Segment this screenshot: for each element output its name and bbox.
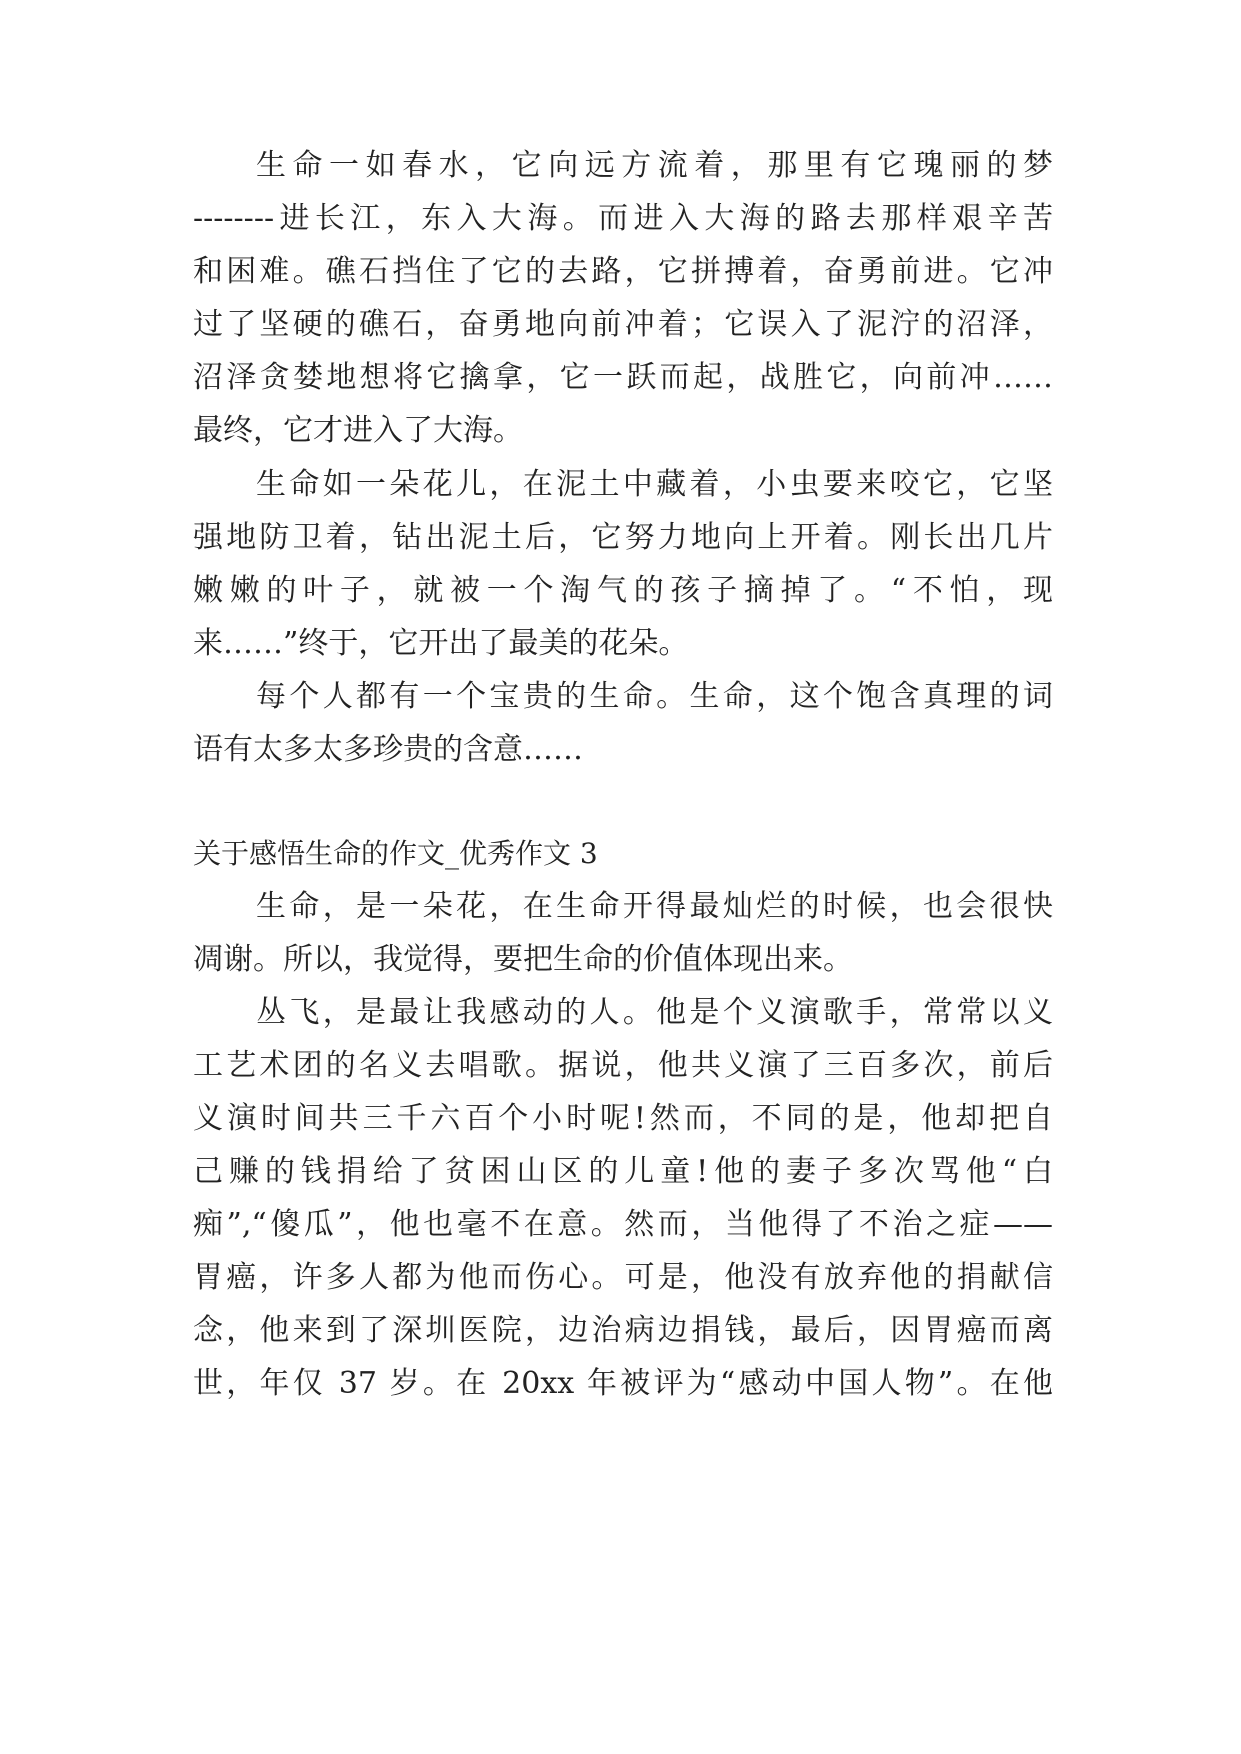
section-paragraph-2-line-1: 丛飞，是最让我感动的人。他是个义演歌手，常常以义: [256, 995, 1053, 1030]
paragraph-2-line-4: 来……”终于，它开出了最美的花朵。: [193, 626, 689, 661]
paragraph-2-line-1: 生命如一朵花儿，在泥土中藏着，小虫要来咬它，它坚: [256, 467, 1053, 502]
paragraph-1-line-2: --------进长江，东入大海。而进入大海的路去那样艰辛苦: [193, 201, 1053, 236]
section-paragraph-2-line-8: 世，年仅 37 岁。在 20xx 年被评为“感动中国人物”。在他: [193, 1366, 1053, 1401]
section-paragraph-2-line-2: 工艺术团的名义去唱歌。据说，他共义演了三百多次，前后: [193, 1048, 1053, 1083]
paragraph-1-line-6: 最终，它才进入了大海。: [193, 413, 523, 448]
paragraph-1-line-5: 沼泽贪婪地想将它擒拿，它一跃而起，战胜它，向前冲……: [193, 360, 1053, 395]
paragraph-3-line-1: 每个人都有一个宝贵的生命。生命，这个饱含真理的词: [256, 679, 1053, 714]
section-paragraph-2-line-4: 己赚的钱捐给了贫困山区的儿童!他的妻子多次骂他“白: [193, 1154, 1053, 1189]
section-paragraph-2-line-5: 痴”,“傻瓜”，他也毫不在意。然而，当他得了不治之症——: [193, 1207, 1053, 1242]
section-paragraph-1-line-2: 凋谢。所以，我觉得，要把生命的价值体现出来。: [193, 942, 853, 977]
section-paragraph-2-line-3: 义演时间共三千六百个小时呢!然而，不同的是，他却把自: [193, 1101, 1053, 1136]
paragraph-1-line-1: 生命一如春水，它向远方流着，那里有它瑰丽的梦: [256, 148, 1053, 183]
paragraph-1-line-3: 和困难。礁石挡住了它的去路，它拼搏着，奋勇前进。它冲: [193, 254, 1053, 289]
section-paragraph-2-line-7: 念，他来到了深圳医院，边治病边捐钱，最后，因胃癌而离: [193, 1313, 1053, 1348]
section-heading: 关于感悟生命的作文_优秀作文 3: [193, 837, 598, 870]
paragraph-3-line-2: 语有太多太多珍贵的含意……: [193, 732, 583, 767]
paragraph-2-line-2: 强地防卫着，钻出泥土后，它努力地向上开着。刚长出几片: [193, 520, 1053, 555]
section-paragraph-2-line-6: 胃癌，许多人都为他而伤心。可是，他没有放弃他的捐献信: [193, 1260, 1053, 1295]
paragraph-2-line-3: 嫩嫩的叶子，就被一个淘气的孩子摘掉了。“不怕，现: [193, 573, 1053, 608]
section-paragraph-1-line-1: 生命，是一朵花，在生命开得最灿烂的时候，也会很快: [256, 889, 1053, 924]
paragraph-1-line-4: 过了坚硬的礁石，奋勇地向前冲着；它误入了泥泞的沼泽，: [193, 307, 1053, 342]
